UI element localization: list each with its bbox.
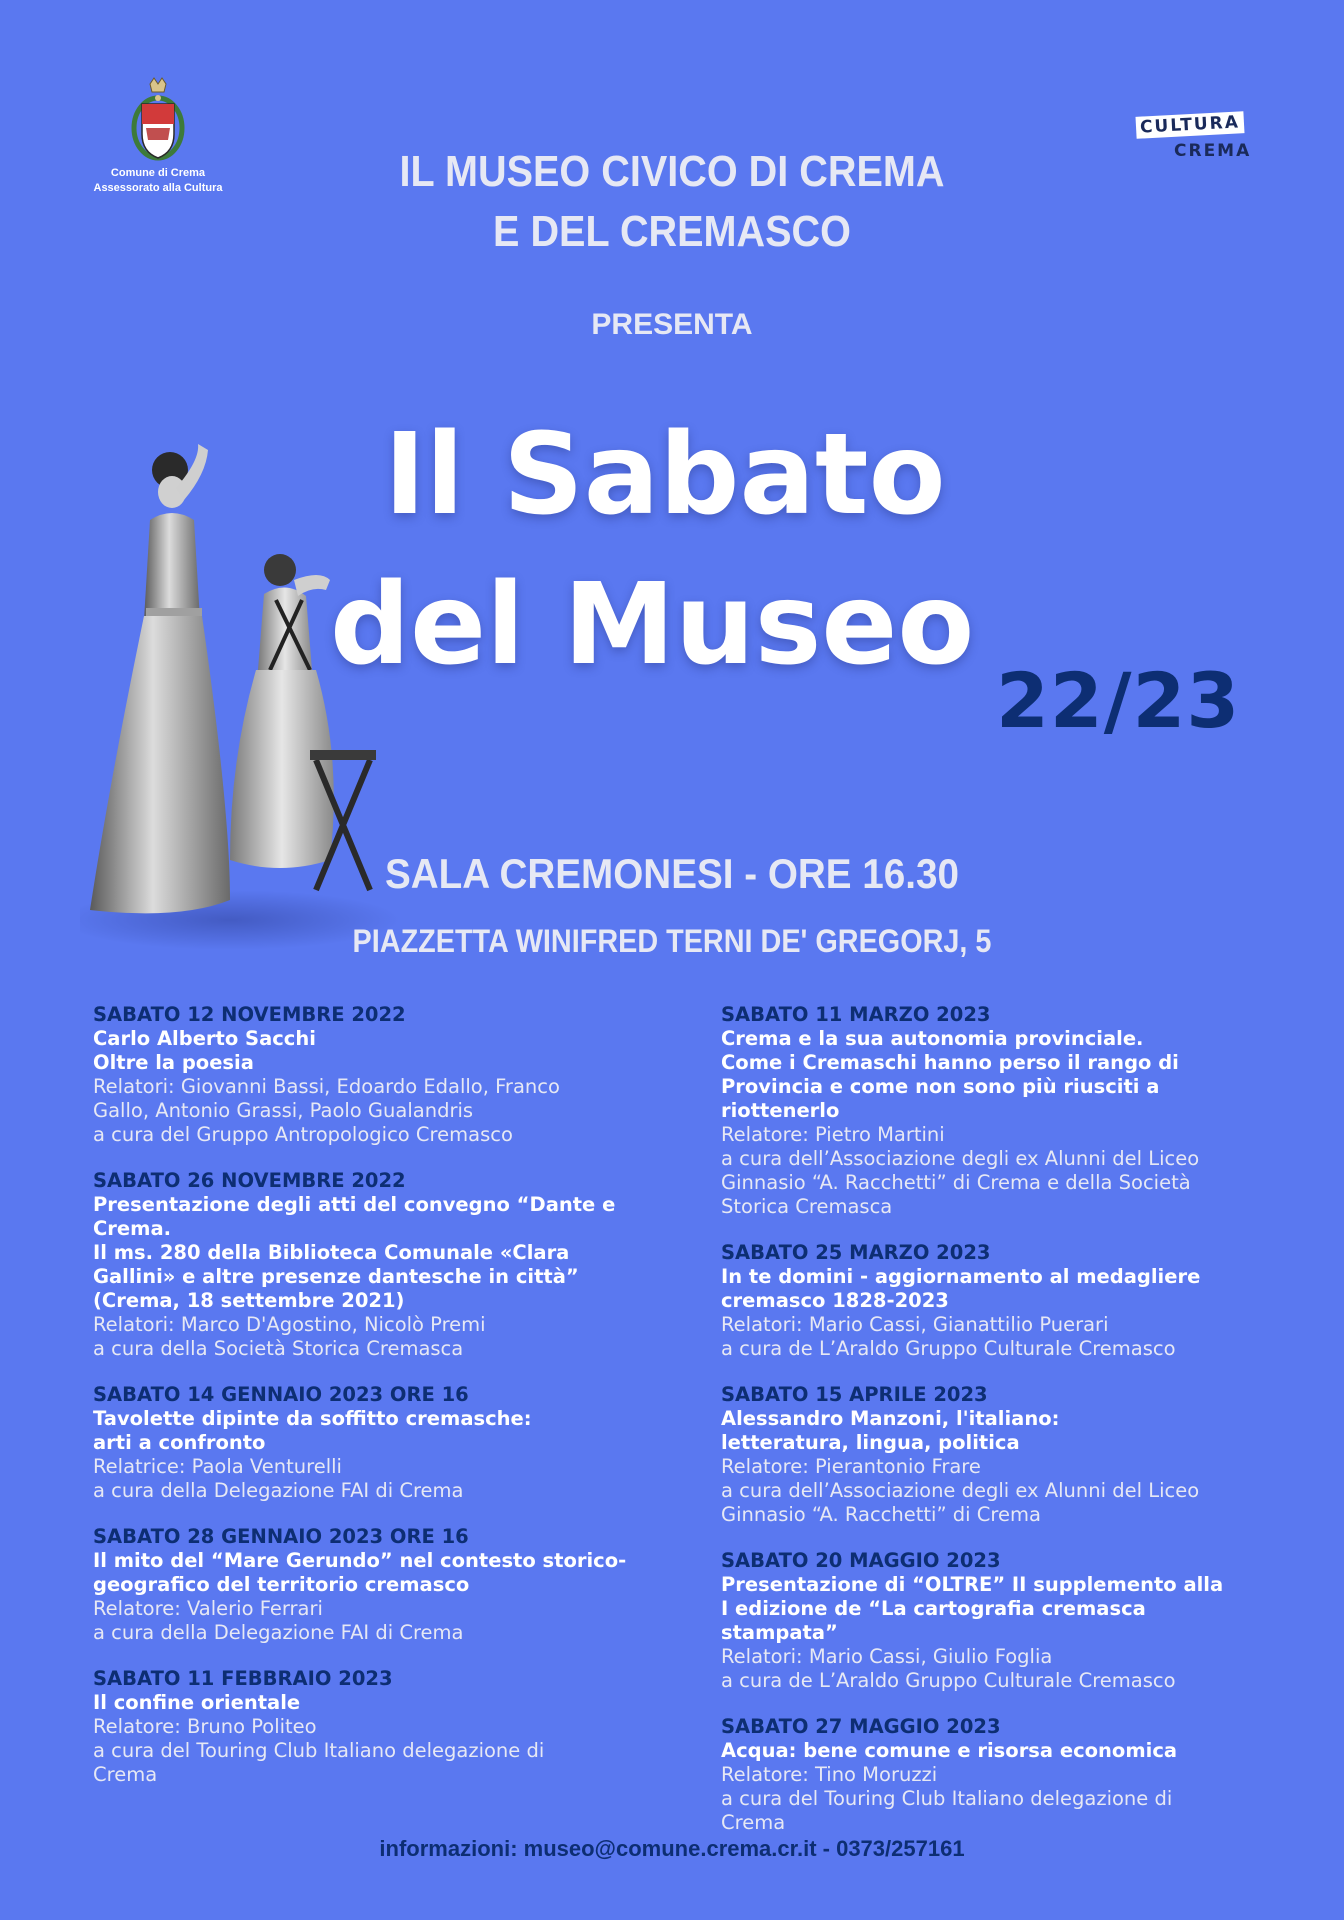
event-detail: a cura della Delegazione FAI di Crema <box>93 1621 464 1644</box>
event-detail: Ginnasio “A. Racchetti” di Crema e della Società <box>721 1171 1191 1194</box>
event-title: cremasco 1828-2023 <box>721 1289 949 1312</box>
event-detail: a cura de L’Araldo Gruppo Culturale Cremasco <box>721 1337 1176 1360</box>
event-item <box>721 1715 1261 1835</box>
event-detail: a cura de L’Araldo Gruppo Culturale Cremasco <box>721 1669 1176 1692</box>
event-date: SABATO 25 MARZO 2023 <box>721 1241 991 1264</box>
comune-department: Assessorato alla Cultura <box>93 182 223 194</box>
event-detail: Crema <box>93 1763 158 1786</box>
event-detail: Relatore: Pierantonio Frare <box>721 1455 981 1478</box>
museum-title-line2: E DEL CREMASCO <box>493 207 851 256</box>
event-detail: a cura del Touring Club Italiano delegazione di <box>721 1787 1173 1810</box>
main-title-line2: del Museo <box>330 560 975 690</box>
museum-title <box>67 142 1277 262</box>
event-detail: Relatori: Giovanni Bassi, Edoardo Edallo, Franco <box>93 1075 560 1098</box>
event-detail: a cura dell’Associazione degli ex Alunni del Liceo <box>721 1479 1200 1502</box>
event-title: Acqua: bene comune e risorsa economica <box>721 1739 1178 1762</box>
event-detail: Crema <box>721 1811 786 1834</box>
event-title: Provincia e come non sono più riusciti a riottenerlo <box>721 1075 1160 1122</box>
event-detail: Gallo, Antonio Grassi, Paolo Gualandris <box>93 1099 474 1122</box>
event-item <box>93 1525 633 1645</box>
event-title: Presentazione degli atti del convegno “Dante e <box>93 1193 616 1216</box>
event-date: SABATO 12 NOVEMBRE 2022 <box>93 1003 406 1026</box>
event-date: SABATO 11 MARZO 2023 <box>721 1003 991 1026</box>
event-detail: Relatori: Marco D'Agostino, Nicolò Premi <box>93 1313 486 1336</box>
event-item <box>93 1383 633 1503</box>
event-title: Presentazione di “OLTRE” II supplemento alla <box>721 1573 1224 1596</box>
event-title: (Crema, 18 settembre 2021) <box>93 1289 405 1312</box>
event-detail: Relatore: Bruno Politeo <box>93 1715 317 1738</box>
event-title: Crema. <box>93 1217 172 1240</box>
event-detail: Relatore: Tino Moruzzi <box>721 1763 938 1786</box>
cultura-logo-bottom: CREMA <box>1174 141 1252 161</box>
event-detail: a cura del Touring Club Italiano delegazione di <box>93 1739 545 1762</box>
events-column-left <box>93 1003 633 1809</box>
cultura-logo-top: CULTURA <box>1135 111 1244 139</box>
event-detail: Storica Cremasca <box>721 1195 893 1218</box>
event-title: geografico del territorio cremasco <box>93 1573 470 1596</box>
venue-line1: SALA CREMONESI - ORE 16.30 <box>384 850 959 897</box>
event-detail: a cura della Società Storica Cremasca <box>93 1337 464 1360</box>
event-date: SABATO 14 GENNAIO 2023 ORE 16 <box>93 1383 469 1406</box>
event-detail: Relatrice: Paola Venturelli <box>93 1455 342 1478</box>
event-item <box>721 1549 1261 1693</box>
event-title: Gallini» e altre presenze dantesche in città” <box>93 1265 579 1288</box>
season-label: 22/23 <box>996 656 1241 745</box>
comune-name: Comune di Crema <box>110 167 206 179</box>
event-title: Crema e la sua autonomia provinciale. <box>721 1027 1144 1050</box>
event-title: letteratura, lingua, politica <box>721 1431 1020 1454</box>
event-date: SABATO 27 MAGGIO 2023 <box>721 1715 1001 1738</box>
event-title: I edizione de “La cartografia cremasca stampata” <box>721 1597 1146 1644</box>
event-detail: a cura della Delegazione FAI di Crema <box>93 1479 464 1502</box>
event-detail: Relatori: Mario Cassi, Giulio Foglia <box>721 1645 1053 1668</box>
event-detail: a cura dell’Associazione degli ex Alunni del Liceo <box>721 1147 1200 1170</box>
event-title: Carlo Alberto Sacchi <box>93 1027 316 1050</box>
event-detail: Relatore: Valerio Ferrari <box>93 1597 323 1620</box>
event-item <box>93 1003 633 1147</box>
event-item <box>721 1241 1261 1361</box>
event-detail: Relatore: Pietro Martini <box>721 1123 945 1146</box>
event-title: Tavolette dipinte da soffitto cremasche: <box>93 1407 532 1430</box>
event-title: In te domini - aggiornamento al medagliere <box>721 1265 1201 1288</box>
event-detail: a cura del Gruppo Antropologico Cremasco <box>93 1123 513 1146</box>
event-title: Come i Cremaschi hanno perso il rango di <box>721 1051 1179 1074</box>
events-column-right <box>721 1003 1261 1857</box>
event-item <box>721 1003 1261 1219</box>
event-date: SABATO 28 GENNAIO 2023 ORE 16 <box>93 1525 469 1548</box>
event-item <box>721 1383 1261 1527</box>
event-title: Oltre la poesia <box>93 1051 254 1074</box>
venue-line2: PIAZZETTA WINIFRED TERNI DE' GREGORJ, 5 <box>352 923 992 959</box>
event-title: Il confine orientale <box>93 1691 301 1714</box>
event-item <box>93 1667 633 1787</box>
event-detail: Ginnasio “A. Racchetti” di Crema <box>721 1503 1041 1526</box>
museum-title-line1: IL MUSEO CIVICO DI CREMA <box>399 147 945 196</box>
venue-info <box>0 846 1344 966</box>
event-date: SABATO 15 APRILE 2023 <box>721 1383 988 1406</box>
event-item <box>93 1169 633 1361</box>
event-title: Alessandro Manzoni, l'italiano: <box>721 1407 1060 1430</box>
event-title: arti a confronto <box>93 1431 266 1454</box>
event-detail: Relatori: Mario Cassi, Gianattilio Puerari <box>721 1313 1109 1336</box>
event-date: SABATO 11 FEBBRAIO 2023 <box>93 1667 393 1690</box>
presenta-label: PRESENTA <box>591 308 753 341</box>
event-title: Il ms. 280 della Biblioteca Comunale «Clara <box>93 1241 570 1264</box>
event-title: Il mito del “Mare Gerundo” nel contesto storico- <box>93 1549 627 1572</box>
event-date: SABATO 26 NOVEMBRE 2022 <box>93 1169 406 1192</box>
event-date: SABATO 20 MAGGIO 2023 <box>721 1549 1001 1572</box>
contact-info: informazioni: museo@comune.crema.cr.it - 0373/257161 <box>379 1836 965 1861</box>
main-title-line1: Il Sabato <box>384 410 946 540</box>
